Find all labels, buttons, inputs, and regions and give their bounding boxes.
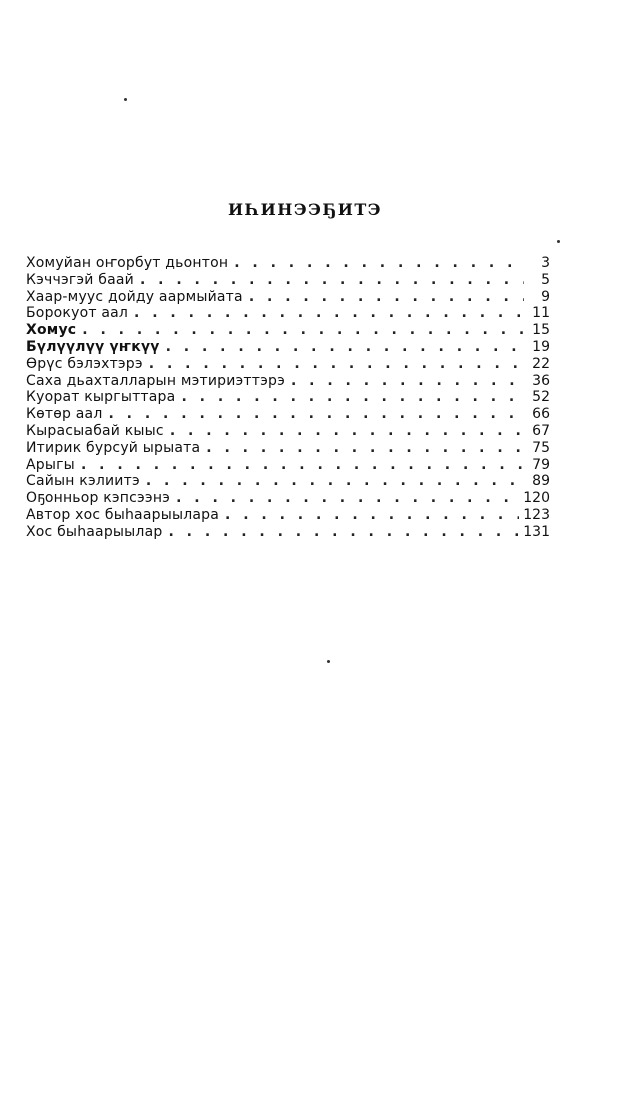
toc-entry-title: Көтөр аал — [26, 406, 103, 423]
toc-entry[interactable] — [26, 272, 550, 289]
toc-entry-title: Итирик бурсуй ырыата — [26, 439, 201, 456]
dot-leader — [82, 322, 524, 339]
toc-entry-title: Хомуйан оҥорбут дьонтон — [26, 255, 229, 271]
dot-leader — [140, 272, 524, 289]
toc-entry-page: 9 — [541, 288, 550, 305]
table-of-contents — [26, 255, 550, 541]
toc-entry-title: Өрүс бэлэхтэрэ — [26, 355, 143, 372]
toc-entry-title: Хомус — [26, 322, 77, 339]
toc-entry-page: 11 — [532, 305, 550, 322]
toc-entry[interactable] — [26, 289, 550, 306]
dot-leader — [225, 507, 519, 524]
toc-entry[interactable] — [26, 507, 550, 524]
dot-leader — [166, 339, 524, 356]
toc-entry-page: 22 — [532, 355, 550, 372]
toc-entry[interactable] — [26, 524, 550, 541]
dot-leader — [81, 457, 524, 474]
dot-leader — [176, 490, 519, 507]
toc-entry-page: 67 — [532, 422, 550, 439]
toc-entry-page: 120 — [523, 490, 550, 507]
dot-leader — [234, 255, 524, 272]
toc-entry-page: 15 — [532, 322, 550, 339]
toc-entry-title: Автор хос быһаарыылара — [26, 506, 219, 523]
toc-entry-title: Хаар-муус дойду аармыйата — [26, 288, 243, 305]
toc-entry[interactable] — [26, 457, 550, 474]
toc-entry[interactable] — [26, 389, 550, 406]
toc-entry-title: Куорат кыргыттара — [26, 389, 176, 406]
print-speck — [124, 98, 127, 101]
toc-entry-title: Кырасыабай кыыс — [26, 422, 164, 439]
dot-leader — [108, 406, 524, 423]
toc-entry-title: Борокуот аал — [26, 305, 129, 322]
dot-leader — [146, 473, 524, 490]
toc-entry-page: 131 — [523, 523, 550, 540]
print-speck — [557, 240, 560, 243]
toc-entry-page: 75 — [532, 439, 550, 456]
toc-entry-title: Кэччэгэй баай — [26, 271, 134, 288]
toc-entry[interactable] — [26, 322, 550, 339]
toc-entry[interactable] — [26, 473, 550, 490]
toc-entry-page: 3 — [541, 255, 550, 271]
toc-entry-title: Сайын кэлиитэ — [26, 473, 140, 490]
toc-entry-page: 52 — [532, 389, 550, 406]
toc-entry-title: Хос быһаарыылар — [26, 523, 163, 540]
toc-entry[interactable] — [26, 305, 550, 322]
toc-entry-page: 123 — [523, 506, 550, 523]
dot-leader — [249, 289, 524, 306]
toc-entry[interactable] — [26, 406, 550, 423]
toc-entry[interactable] — [26, 490, 550, 507]
toc-entry-page: 19 — [532, 338, 550, 355]
toc-entry-title: Бүлүүлүү үҥкүү — [26, 338, 160, 355]
toc-entry-page: 89 — [532, 473, 550, 490]
dot-leader — [291, 373, 524, 390]
dot-leader — [181, 389, 524, 406]
toc-entry-page: 5 — [541, 271, 550, 288]
toc-entry[interactable] — [26, 255, 550, 272]
toc-entry-page: 79 — [532, 456, 550, 473]
toc-entry[interactable] — [26, 440, 550, 457]
toc-entry-title: Саха дьахталларын мэтириэттэрэ — [26, 372, 285, 389]
print-speck — [327, 660, 330, 663]
toc-entry-title: Арыгы — [26, 456, 75, 473]
toc-entry-title: Оҕонньор кэпсээнэ — [26, 490, 171, 507]
contents-heading: ИҺИНЭЭҔИТЭ — [228, 200, 382, 219]
dot-leader — [149, 356, 524, 373]
dot-leader — [168, 524, 519, 541]
dot-leader — [170, 423, 524, 440]
toc-entry[interactable] — [26, 373, 550, 390]
toc-entry-page: 36 — [532, 372, 550, 389]
dot-leader — [206, 440, 524, 457]
dot-leader — [134, 305, 524, 322]
toc-entry-page: 66 — [532, 406, 550, 423]
toc-entry[interactable] — [26, 423, 550, 440]
toc-entry[interactable] — [26, 356, 550, 373]
toc-entry[interactable] — [26, 339, 550, 356]
